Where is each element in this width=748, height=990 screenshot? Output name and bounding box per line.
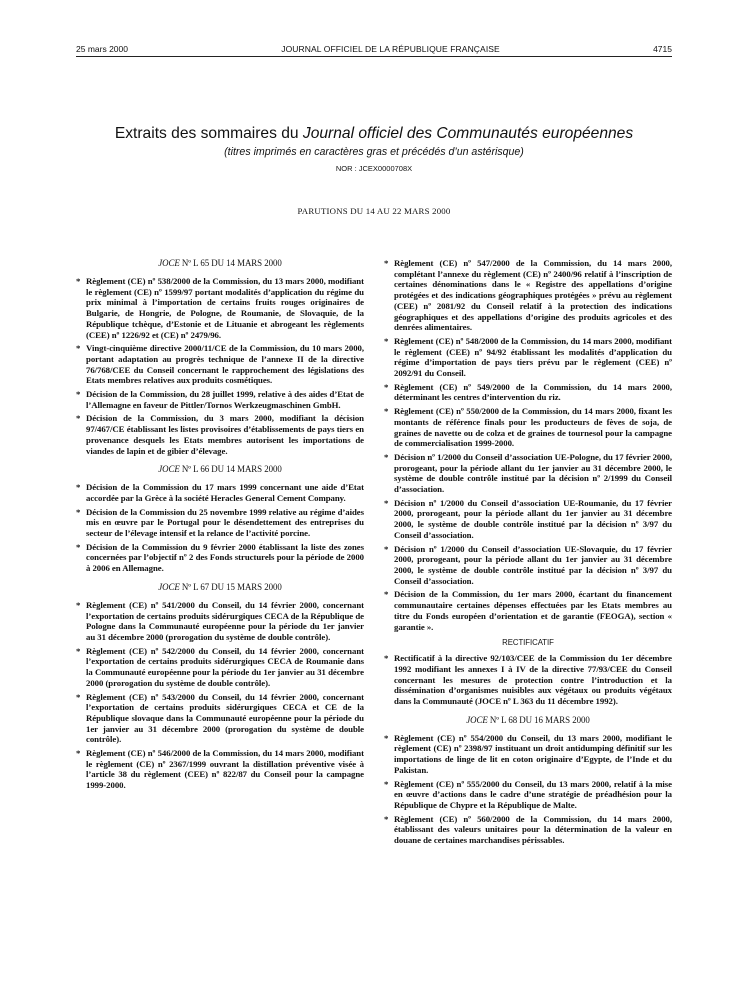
summary-item bbox=[384, 258, 672, 333]
summary-text: Vingt-cinquième directive 2000/11/CE de la Commission, du 10 mars 2000, portant adaptation au progrès technique de l’annexe II de la directive 76/768/CEE du Conseil concernant le rapprochement des législations des Etats membres relatives aux produits cosmétiques. bbox=[86, 343, 364, 386]
summary-text: Décision nº 1/2000 du Conseil d’association UE-Roumanie, du 17 février 2000, prorogeant, pour la période allant du 1er janvier au 31 décembre 2000, le système de double contrôle institué par la décision nº 3/97 du Conseil d’association. bbox=[394, 497, 672, 540]
summary-item bbox=[76, 646, 364, 689]
summary-text: Règlement (CE) nº 549/2000 de la Commission, du 14 mars 2000, déterminant les centres d’intervention du riz. bbox=[394, 381, 672, 403]
running-header bbox=[76, 40, 672, 54]
summary-text: Règlement (CE) nº 560/2000 de la Commission, du 14 mars 2000, établissant des valeurs unitaires pour la détermination de la valeur en douane de certaines marchandises périssables. bbox=[394, 813, 672, 846]
summary-text: Règlement (CE) nº 554/2000 du Conseil, du 13 mars 2000, modifiant le règlement (CE) nº 2398/97 instituant un droit antidumping définitif sur les importations de linge de lit en coton originaire d’Egypte, de l’Inde et du Pakistan. bbox=[394, 732, 672, 775]
summary-item bbox=[76, 413, 364, 456]
page-subtitle: (titres imprimés en caractères gras et précédés d’un astérisque) bbox=[224, 146, 524, 158]
right-column bbox=[384, 258, 672, 849]
summary-text: Décision de la Commission du 17 mars 1999 concernant une aide d’Etat accordée par la Grèce à la société Heracles General Cement Company. bbox=[86, 482, 364, 503]
asterisk-marker: * bbox=[76, 389, 81, 400]
joce-label: JOCE bbox=[466, 714, 488, 725]
asterisk-marker: * bbox=[76, 541, 81, 552]
journal-issue-heading bbox=[76, 464, 364, 475]
rectificatif-heading: RECTIFICATIF bbox=[502, 638, 554, 648]
summary-item bbox=[76, 507, 364, 539]
summary-item bbox=[384, 406, 672, 449]
issue-number: Nº L 66 DU 14 MARS 2000 bbox=[179, 464, 282, 475]
asterisk-marker: * bbox=[76, 748, 81, 759]
summary-text: Règlement (CE) nº 542/2000 du Conseil, du 14 février 2000, concernant l’exportation de certains produits sidérurgiques CECA de Roumanie dans la Communauté européenne pour la période du 1er janvier au 31 décembre 2000 (prorogation du système de double contrôle). bbox=[86, 645, 364, 688]
header-journal-title: JOURNAL OFFICIEL DE LA RÉPUBLIQUE FRANÇAISE bbox=[281, 44, 500, 54]
header-date: 25 mars 2000 bbox=[76, 44, 128, 54]
journal-issue-heading bbox=[76, 258, 364, 269]
summary-item bbox=[76, 276, 364, 340]
asterisk-marker: * bbox=[76, 276, 81, 286]
summary-text: Décision de la Commission, du 3 mars 2000, modifiant la décision 97/467/CE établissant les listes provisoires d’établissements de pays tiers en provenance desquels les Etats membres autorisent les importations de viandes de lapin et de gibier d’élevage. bbox=[86, 413, 364, 456]
summary-item bbox=[76, 542, 364, 574]
asterisk-marker: * bbox=[384, 497, 389, 508]
summary-text: Rectificatif à la directive 92/103/CEE de la Commission du 1er décembre 1992 modifiant les annexes I à IV de la directive 77/93/CEE du Conseil concernant les mesures de protection contre l’introduction et la dissémination d’organismes nuisibles aux végétaux ou produits végétaux dans la Communauté (JOCE nº L 363 du 11 décembre 1992). bbox=[394, 653, 672, 707]
asterisk-marker: * bbox=[384, 451, 389, 462]
summary-item bbox=[76, 692, 364, 746]
summary-item bbox=[384, 382, 672, 403]
summary-item bbox=[76, 343, 364, 386]
summary-item bbox=[384, 779, 672, 811]
summary-text: Règlement (CE) nº 538/2000 de la Commission, du 13 mars 2000, modifiant le règlement (CE) nº 1599/97 portant modalités d’application du régime du prix minimal à l’importation de certains fruits rouges originaires de Bulgarie, de Hongrie, de Pologne, de Roumanie, de Slovaquie, de la République tchèque, d’Estonie et de Lituanie et abrogeant les règlements (CEE) nº 1226/92 et (CE) nº 2479/96. bbox=[86, 276, 364, 340]
asterisk-marker: * bbox=[384, 335, 389, 346]
summary-item bbox=[384, 336, 672, 379]
header-rule bbox=[76, 56, 672, 57]
summary-item bbox=[384, 733, 672, 776]
summary-text: Décision nº 1/2000 du Conseil d’association UE-Slovaquie, du 17 février 2000, prorogeant, pour la période allant du 1er janvier au 31 décembre 2000, le système de double contrôle institué par la décision nº 3/97 du Conseil d’association. bbox=[394, 543, 672, 586]
journal-issue-heading bbox=[76, 582, 364, 593]
page-title bbox=[76, 124, 672, 143]
asterisk-marker: * bbox=[384, 258, 389, 268]
asterisk-marker: * bbox=[76, 645, 81, 656]
summary-item bbox=[76, 600, 364, 643]
summary-item bbox=[384, 653, 672, 707]
joce-label: JOCE bbox=[158, 258, 180, 268]
asterisk-marker: * bbox=[76, 599, 81, 610]
asterisk-marker: * bbox=[384, 406, 389, 417]
issue-number: Nº L 68 DU 16 MARS 2000 bbox=[487, 714, 590, 725]
asterisk-marker: * bbox=[384, 778, 389, 789]
asterisk-marker: * bbox=[384, 813, 389, 824]
summary-item bbox=[384, 452, 672, 495]
asterisk-marker: * bbox=[76, 413, 81, 424]
summary-text: Règlement (CE) nº 546/2000 de la Commission, du 14 mars 2000, modifiant le règlement (CE) nº 2367/1999 ouvrant la distillation préventive visée à l’article 38 du règlement (CEE) nº 822/87 du Conseil pour la campagne 1999-2000. bbox=[86, 748, 364, 791]
header-page-number: 4715 bbox=[653, 44, 672, 54]
title-prefix: Extraits des sommaires du bbox=[114, 125, 303, 142]
summary-item bbox=[76, 748, 364, 791]
left-column bbox=[76, 258, 364, 794]
issue-number: Nº L 65 DU 14 MARS 2000 bbox=[179, 258, 282, 268]
asterisk-marker: * bbox=[76, 506, 81, 517]
journal-issue-heading bbox=[384, 715, 672, 726]
summary-text: Règlement (CE) nº 541/2000 du Conseil, du 14 février 2000, concernant l’exportation de certains produits sidérurgiques CECA de la République de Pologne dans la Communauté européenne pour la période du 1er janvier au 31 décembre 2000 (prorogation du système de double contrôle). bbox=[86, 599, 364, 642]
nor-reference: NOR : JCEX0000708X bbox=[335, 164, 413, 173]
asterisk-marker: * bbox=[384, 653, 389, 664]
asterisk-marker: * bbox=[384, 381, 389, 392]
summary-text: Décision nº 1/2000 du Conseil d’association UE-Pologne, du 17 février 2000, prorogeant, pour la période allant du 1er janvier au 31 décembre 2000, le système de double contrôle institué par la décision nº 2/1999 du Conseil d’association. bbox=[394, 451, 673, 495]
title-italic: Journal officiel des Communautés européennes bbox=[302, 125, 634, 142]
summary-text: Décision de la Commission du 9 février 2000 établissant la liste des zones concernées par l’objectif nº 2 des Fonds structurels pour la période de 2000 à 2006 en Allemagne. bbox=[86, 541, 364, 574]
summary-item bbox=[76, 482, 364, 503]
asterisk-marker: * bbox=[76, 691, 81, 702]
summary-item bbox=[384, 498, 672, 541]
asterisk-marker: * bbox=[384, 543, 389, 554]
summary-text: Décision de la Commission du 25 novembre 1999 relative au régime d’aides mis en œuvre par le Portugal pour le désendettement des entreprises du secteur de l’élevage intensif et la relance de l’activité porcine. bbox=[86, 506, 364, 539]
parutions-heading: PARUTIONS DU 14 AU 22 MARS 2000 bbox=[297, 206, 451, 216]
asterisk-marker: * bbox=[384, 732, 389, 743]
summary-text: Règlement (CE) nº 543/2000 du Conseil, du 14 février 2000, concernant l’exportation de certains produits sidérurgiques CECA et CE de la République slovaque dans la Communauté européenne pour la période du 1er janvier au 31 décembre 2000 (prorogation du système de double contrôle). bbox=[86, 691, 364, 745]
summary-item bbox=[384, 589, 672, 632]
summary-text: Règlement (CE) nº 547/2000 de la Commission, du 14 mars 2000, complétant l’annexe du règlement (CE) nº 2400/96 relatif à l’inscription de certaines dénominations dans le « Registre des appellations d’origine protégées et des indications géographiques protégées » prévu au règlement (CEE) nº 2081/92 du Conseil relatif à la protection des indications géographiques et des appellations d’origine des produits agricoles et des denrées alimentaires. bbox=[394, 258, 672, 333]
joce-label: JOCE bbox=[158, 581, 180, 592]
joce-label: JOCE bbox=[158, 464, 180, 475]
summary-text: Règlement (CE) nº 548/2000 de la Commission, du 14 mars 2000, modifiant le règlement (CEE) nº 94/92 établissant les modalités d’application du régime d’importation de pays tiers prévu par le règlement (CEE) nº 2092/91 du Conseil. bbox=[394, 335, 672, 379]
summary-item bbox=[76, 389, 364, 410]
summary-item bbox=[384, 544, 672, 587]
asterisk-marker: * bbox=[76, 343, 81, 354]
summary-text: Décision de la Commission, du 28 juillet 1999, relative à des aides d’Etat de l’Allemagne en faveur de Pittler/Tornos Werkzeugmaschinen GmbH. bbox=[86, 389, 364, 410]
summary-text: Règlement (CE) nº 550/2000 de la Commission, du 14 mars 2000, fixant les montants de référence finals pour les producteurs de fèves de soja, de graines de navette ou de colza et de graines de tournesol pour la campagne de commercialisation 1999-2000. bbox=[394, 406, 672, 449]
summary-text: Règlement (CE) nº 555/2000 du Conseil, du 13 mars 2000, relatif à la mise en œuvre d’actions dans le cadre d’une stratégie de préadhésion pour la République de Chypre et la République de Malte. bbox=[394, 778, 672, 810]
issue-number: Nº L 67 DU 15 MARS 2000 bbox=[179, 581, 282, 592]
summary-item bbox=[384, 814, 672, 846]
summary-text: Décision de la Commission, du 1er mars 2000, écartant du financement communautaire certaines dépenses effectuées par les Etats membres au titre du Fonds européen d’orientation et de garantie (FEOGA), section « garantie ». bbox=[394, 589, 672, 632]
asterisk-marker: * bbox=[384, 589, 389, 600]
asterisk-marker: * bbox=[76, 482, 81, 493]
